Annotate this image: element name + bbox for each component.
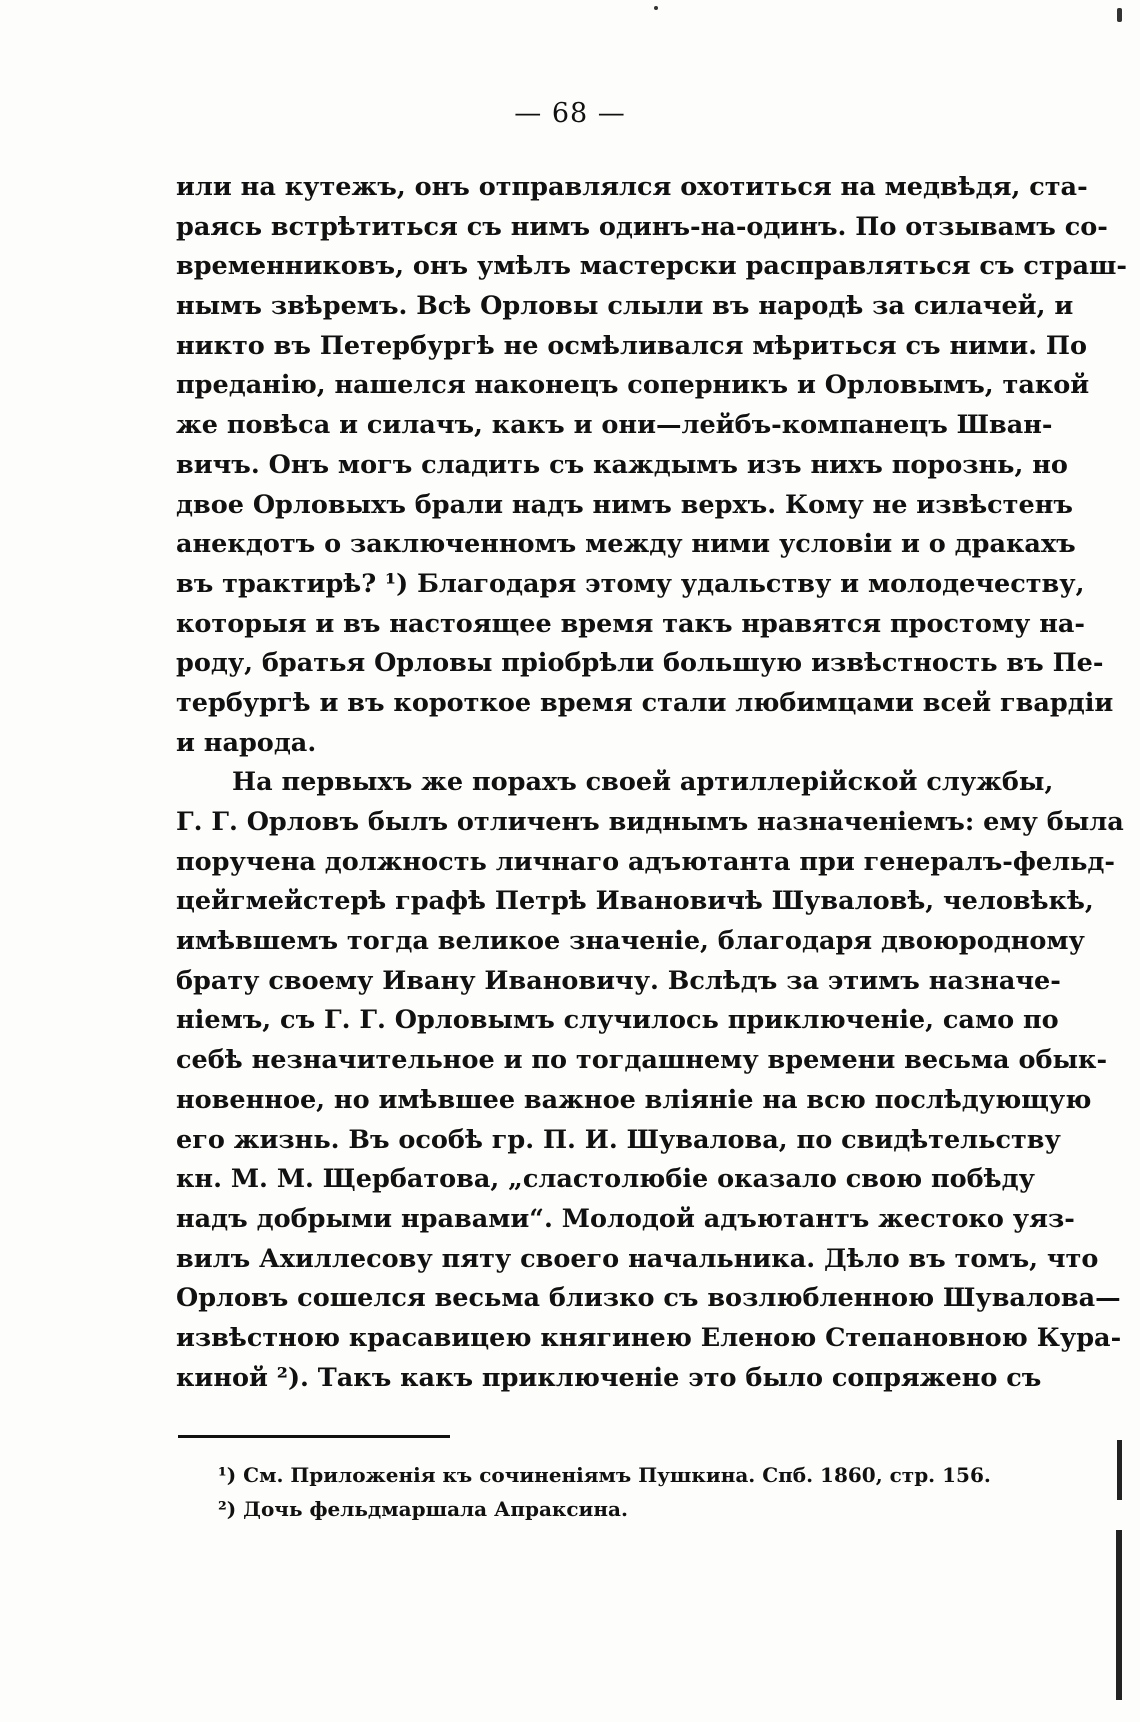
text-line: киной ²). Такъ какъ приключеніе это было сопряжено съ	[176, 1362, 1042, 1393]
text-line: временниковъ, онъ умѣлъ мастерски расправляться съ страш-	[176, 251, 1127, 282]
text-line: ніемъ, съ Г. Г. Орловымъ случилось приключеніе, само по	[176, 1005, 1059, 1036]
scan-speck	[654, 6, 658, 10]
text-line: себѣ незначительное и по тогдашнему времени весьма обык-	[176, 1045, 1108, 1076]
text-line: или на кутежъ, онъ отправлялся охотиться на медвѣдя, ста-	[176, 172, 1088, 202]
text-line: имѣвшемъ тогда великое значеніе, благодаря двоюродному	[176, 926, 1085, 957]
footnotes	[218, 1458, 1018, 1526]
scan-edge-mark	[1116, 1530, 1122, 1700]
text-line: двое Орловыхъ брали надъ нимъ верхъ. Кому не извѣстенъ	[176, 489, 1073, 520]
text-line: Г. Г. Орловъ былъ отличенъ виднымъ назначеніемъ: ему была	[176, 807, 1124, 837]
paragraph-start-line: На первыхъ же порахъ своей артиллерійской службы,	[232, 767, 1054, 798]
text-line: никто въ Петербургѣ не осмѣливался мѣриться съ ними. По	[176, 330, 1087, 361]
footnote-2: ²) Дочь фельдмаршала Апраксина.	[218, 1497, 628, 1521]
text-line: Орловъ сошелся весьма близко съ возлюбленною Шувалова—	[176, 1283, 1121, 1314]
body-text	[176, 168, 1127, 1398]
text-line: кн. М. М. Щербатова, „сластолюбіе оказало свою побѣду	[176, 1164, 1035, 1195]
text-line: въ трактирѣ? ¹) Благодаря этому удальству и молодечеству,	[176, 568, 1085, 599]
text-line: же повѣса и силачъ, какъ и они—лейбъ-компанецъ Шван-	[176, 410, 1053, 441]
text-line: роду, братья Орловы пріобрѣли большую извѣстность въ Пе-	[176, 648, 1104, 679]
text-line: преданію, нашелся наконецъ соперникъ и Орловымъ, такой	[176, 370, 1090, 401]
text-line: анекдотъ о заключенномъ между ними условіи и о дракахъ	[176, 529, 1076, 560]
text-line: вичъ. Онъ могъ сладить съ каждымъ изъ нихъ порознь, но	[176, 449, 1068, 480]
text-line: новенное, но имѣвшее важное вліяніе на всю послѣдующую	[176, 1084, 1092, 1115]
text-line: извѣстною красавицею княгинею Еленою Степановною Кура-	[176, 1322, 1122, 1353]
text-line: нымъ звѣремъ. Всѣ Орловы слыли въ народѣ за силачей, и	[176, 291, 1074, 322]
footnote-divider	[178, 1435, 450, 1438]
text-line: тербургѣ и въ короткое время стали любимцами всей гвардіи	[176, 687, 1114, 718]
text-line: надъ добрыми нравами“. Молодой адъютантъ жестоко уяз-	[176, 1203, 1075, 1234]
scan-speck	[1117, 8, 1122, 22]
text-line: и народа.	[176, 727, 317, 758]
text-line: брату своему Ивану Ивановичу. Вслѣдъ за этимъ назначе-	[176, 965, 1061, 996]
text-line: его жизнь. Въ особѣ гр. П. И. Шувалова, по свидѣтельству	[176, 1124, 1061, 1155]
scan-edge-mark	[1117, 1440, 1122, 1500]
text-line: раясь встрѣтиться съ нимъ одинъ-на-одинъ. По отзывамъ со-	[176, 211, 1108, 242]
text-line: поручена должность личнаго адъютанта при генералъ-фельд-	[176, 846, 1115, 877]
text-line: вилъ Ахиллесову пяту своего начальника. Дѣло въ томъ, что	[176, 1243, 1099, 1274]
footnote-1: ¹) См. Приложенія къ сочиненіямъ Пушкина. Спб. 1860, стр. 156.	[218, 1463, 991, 1487]
text-line: которыя и въ настоящее время такъ нравятся простому на-	[176, 608, 1085, 639]
text-line: цейгмейстерѣ графѣ Петрѣ Ивановичѣ Шуваловѣ, человѣкѣ,	[176, 886, 1094, 917]
page-number: — 68 —	[514, 98, 626, 129]
